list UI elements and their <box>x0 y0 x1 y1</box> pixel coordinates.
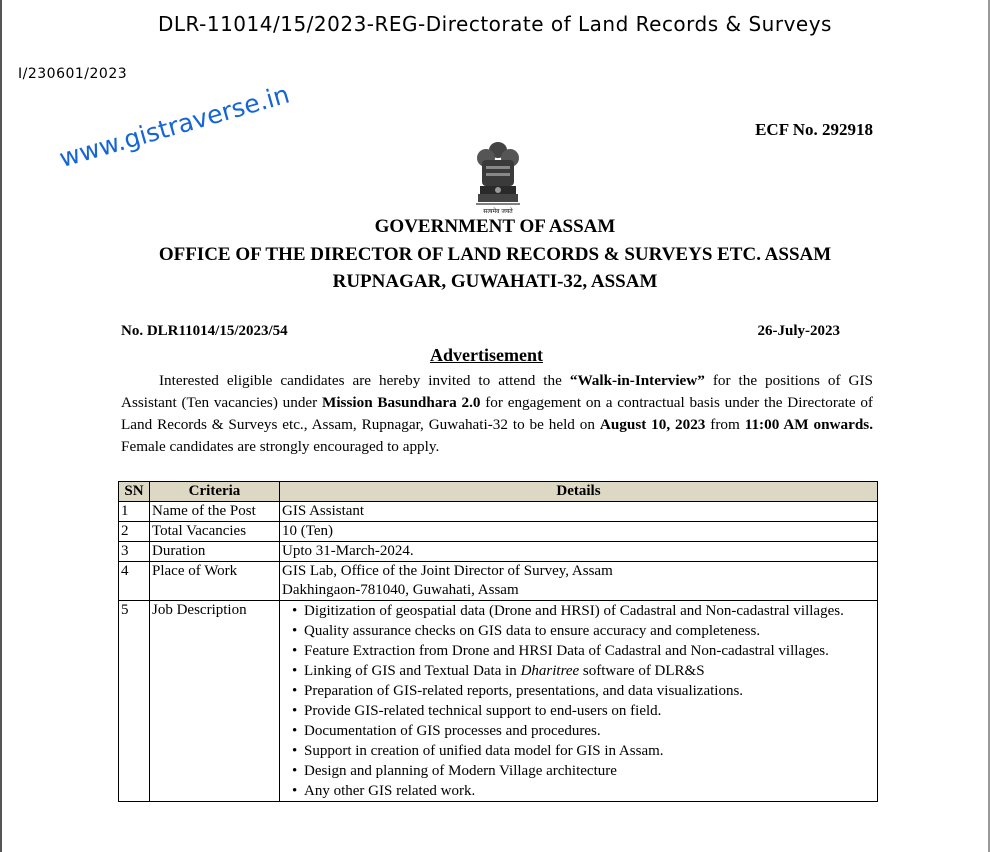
vacancy-details-table <box>118 481 878 802</box>
place-line-1: GIS Lab, Office of the Joint Director of Survey, Assam <box>282 563 613 579</box>
header-details: Details <box>280 482 878 502</box>
cell-sn: 3 <box>119 542 150 562</box>
reference-number: No. DLR11014/15/2023/54 <box>121 323 288 339</box>
list-item: • Feature Extraction from Drone and HRSI Data of Cadastral and Non-cadastral villages. <box>304 641 875 661</box>
state-emblem-icon <box>472 140 524 218</box>
para-text: from <box>705 416 745 433</box>
page-left-border <box>0 0 2 852</box>
list-item-text: Linking of GIS and Textual Data in <box>304 663 521 679</box>
file-reference-header: DLR-11014/15/2023-REG-Directorate of Land Records & Surveys <box>158 12 832 36</box>
emblem-motto: सत्यमेव जयते <box>483 208 513 215</box>
software-name: Dharitree <box>520 663 580 679</box>
advertisement-heading: Advertisement <box>430 345 543 365</box>
para-text: Interested eligible candidates are hereby invited to attend the <box>159 372 570 389</box>
cell-sn: 1 <box>119 502 150 522</box>
cell-job-description <box>280 601 878 802</box>
list-item: • Design and planning of Modern Village architecture <box>304 761 875 781</box>
website-watermark: www.gistraverse.in <box>56 79 293 173</box>
para-walk-in: “Walk-in-Interview” <box>569 372 705 389</box>
table-header-row <box>119 482 878 502</box>
place-line-2: Dakhingaon-781040, Guwahati, Assam <box>282 582 519 598</box>
list-item: • Preparation of GIS-related reports, presentations, and data visualizations. <box>304 681 875 701</box>
list-item: • Documentation of GIS processes and procedures. <box>304 721 875 741</box>
cell-sn: 5 <box>119 601 150 802</box>
para-interview-date: August 10, 2023 <box>599 416 706 433</box>
list-item: • Support in creation of unified data model for GIS in Assam. <box>304 741 875 761</box>
para-text: Female candidates are strongly encouraged to apply. <box>121 438 440 455</box>
list-item: • Provide GIS-related technical support to end-users on field. <box>304 701 875 721</box>
government-title: GOVERNMENT OF ASSAM <box>374 216 616 237</box>
job-list <box>282 601 875 801</box>
notice-date: 26-July-2023 <box>757 323 840 339</box>
table-row <box>119 542 878 562</box>
cell-criteria: Job Description <box>150 601 280 802</box>
cell-details: Upto 31-March-2024. <box>280 542 878 562</box>
cell-criteria: Total Vacancies <box>150 522 280 542</box>
para-text: for the positions of GIS Assistant (Ten vacancies) under <box>121 372 873 411</box>
table-row <box>119 502 878 522</box>
table-row <box>119 601 878 802</box>
office-address: RUPNAGAR, GUWAHATI-32, ASSAM <box>332 271 658 292</box>
para-text: for engagement on a contractual basis under the Directorate of Land Records & Surveys etc., Assam, Rupnagar, Guwahati-32 to be held on <box>121 394 873 433</box>
invitation-paragraph <box>121 370 873 458</box>
cell-details <box>280 562 878 601</box>
table-row <box>119 522 878 542</box>
header-sn: SN <box>119 482 150 502</box>
list-item: • Any other GIS related work. <box>304 781 875 801</box>
office-name: OFFICE OF THE DIRECTOR OF LAND RECORDS & SURVEYS ETC. ASSAM <box>158 244 832 265</box>
para-mission: Mission Basundhara 2.0 <box>322 394 481 411</box>
table-row <box>119 562 878 601</box>
list-item <box>304 661 875 681</box>
ecf-number: ECF No. 292918 <box>755 120 873 139</box>
list-item-text: software of DLR&S <box>579 663 705 679</box>
cell-details: 10 (Ten) <box>280 522 878 542</box>
para-interview-time: 11:00 AM onwards. <box>744 416 873 433</box>
cell-criteria: Duration <box>150 542 280 562</box>
cell-sn: 2 <box>119 522 150 542</box>
cell-details: GIS Assistant <box>280 502 878 522</box>
file-number: I/230601/2023 <box>18 66 128 82</box>
header-criteria: Criteria <box>150 482 280 502</box>
cell-sn: 4 <box>119 562 150 601</box>
cell-criteria: Name of the Post <box>150 502 280 522</box>
list-item: • Quality assurance checks on GIS data to ensure accuracy and completeness. <box>304 621 875 641</box>
list-item: • Digitization of geospatial data (Drone and HRSI) of Cadastral and Non-cadastral villages. <box>304 601 875 621</box>
cell-criteria: Place of Work <box>150 562 280 601</box>
